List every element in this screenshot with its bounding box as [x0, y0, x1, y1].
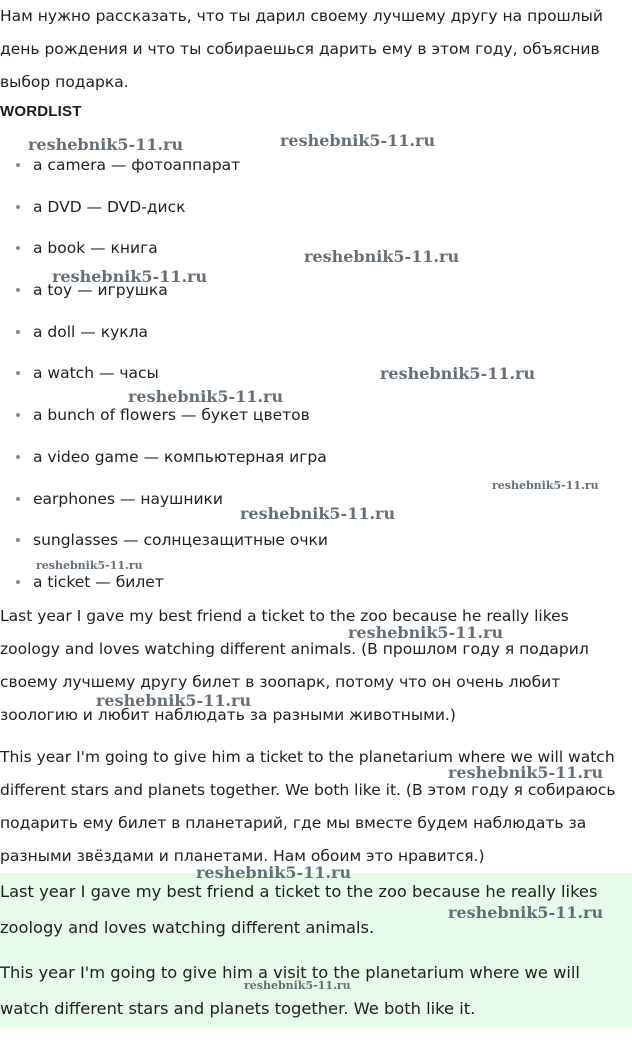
list-item: sunglasses — солнцезащитные очки [0, 522, 328, 564]
list-item: a video game — компьютерная игра [0, 439, 328, 481]
list-item: a doll — кукла [0, 314, 328, 356]
answer-this-year: This year I'm going to give him a visit to the planetarium where we will watch different stars and planets together. We both like it. [0, 963, 580, 1018]
watermark: reshebnik5-11.ru [96, 691, 252, 710]
watermark: reshebnik5-11.ru [448, 763, 604, 782]
watermark: reshebnik5-11.ru [448, 903, 604, 922]
paragraph-this-year: This year I'm going to give him a ticket to the planetarium where we will watch different stars and planets together. We both like it. (В этом году я собираюсь подарить ему билет в планетарий, где мы вместе будем наблюдать за разными звёздами и планетами. Нам обоим это нравится.) [0, 748, 616, 865]
wordlist [0, 147, 328, 606]
list-item: a watch — часы [0, 355, 328, 397]
list-item: a book — книга [0, 230, 328, 272]
watermark: reshebnik5-11.ru [36, 559, 143, 572]
watermark: reshebnik5-11.ru [240, 504, 396, 523]
task-description: Нам нужно рассказать, что ты дарил своему лучшему другу на прошлый день рождения и что ты собираешься дарить ему в этом году, объяснив выбор подарка. [0, 7, 603, 91]
wordlist-heading: WORDLIST [0, 103, 82, 120]
list-item: a camera — фотоаппарат [0, 147, 328, 189]
watermark: reshebnik5-11.ru [196, 863, 352, 882]
watermark: reshebnik5-11.ru [380, 364, 536, 383]
watermark: reshebnik5-11.ru [492, 479, 599, 492]
list-item: a toy — игрушка [0, 272, 328, 314]
watermark: reshebnik5-11.ru [128, 387, 284, 406]
list-item: a ticket — билет [0, 564, 328, 606]
watermark: reshebnik5-11.ru [28, 135, 184, 154]
answer-last-year: Last year I gave my best friend a ticket to the zoo because he really likes zoology and loves watching different animals. [0, 882, 598, 937]
watermark: reshebnik5-11.ru [348, 623, 504, 642]
paragraph-last-year: Last year I gave my best friend a ticket to the zoo because he really likes zoology and loves watching different animals. (В прошлом году я подарил своему лучшему другу билет в зоопарк, потому что он очень любит зоологию и любит наблюдать за разными животными.) [0, 607, 589, 724]
watermark: reshebnik5-11.ru [280, 131, 436, 150]
watermark: reshebnik5-11.ru [304, 247, 460, 266]
list-item: a DVD — DVD-диск [0, 189, 328, 231]
list-item: a bunch of flowers — букет цветов [0, 397, 328, 439]
answer-block [0, 873, 632, 1027]
watermark: reshebnik5-11.ru [244, 979, 351, 992]
watermark: reshebnik5-11.ru [52, 267, 208, 286]
list-item: earphones — наушники [0, 481, 328, 523]
